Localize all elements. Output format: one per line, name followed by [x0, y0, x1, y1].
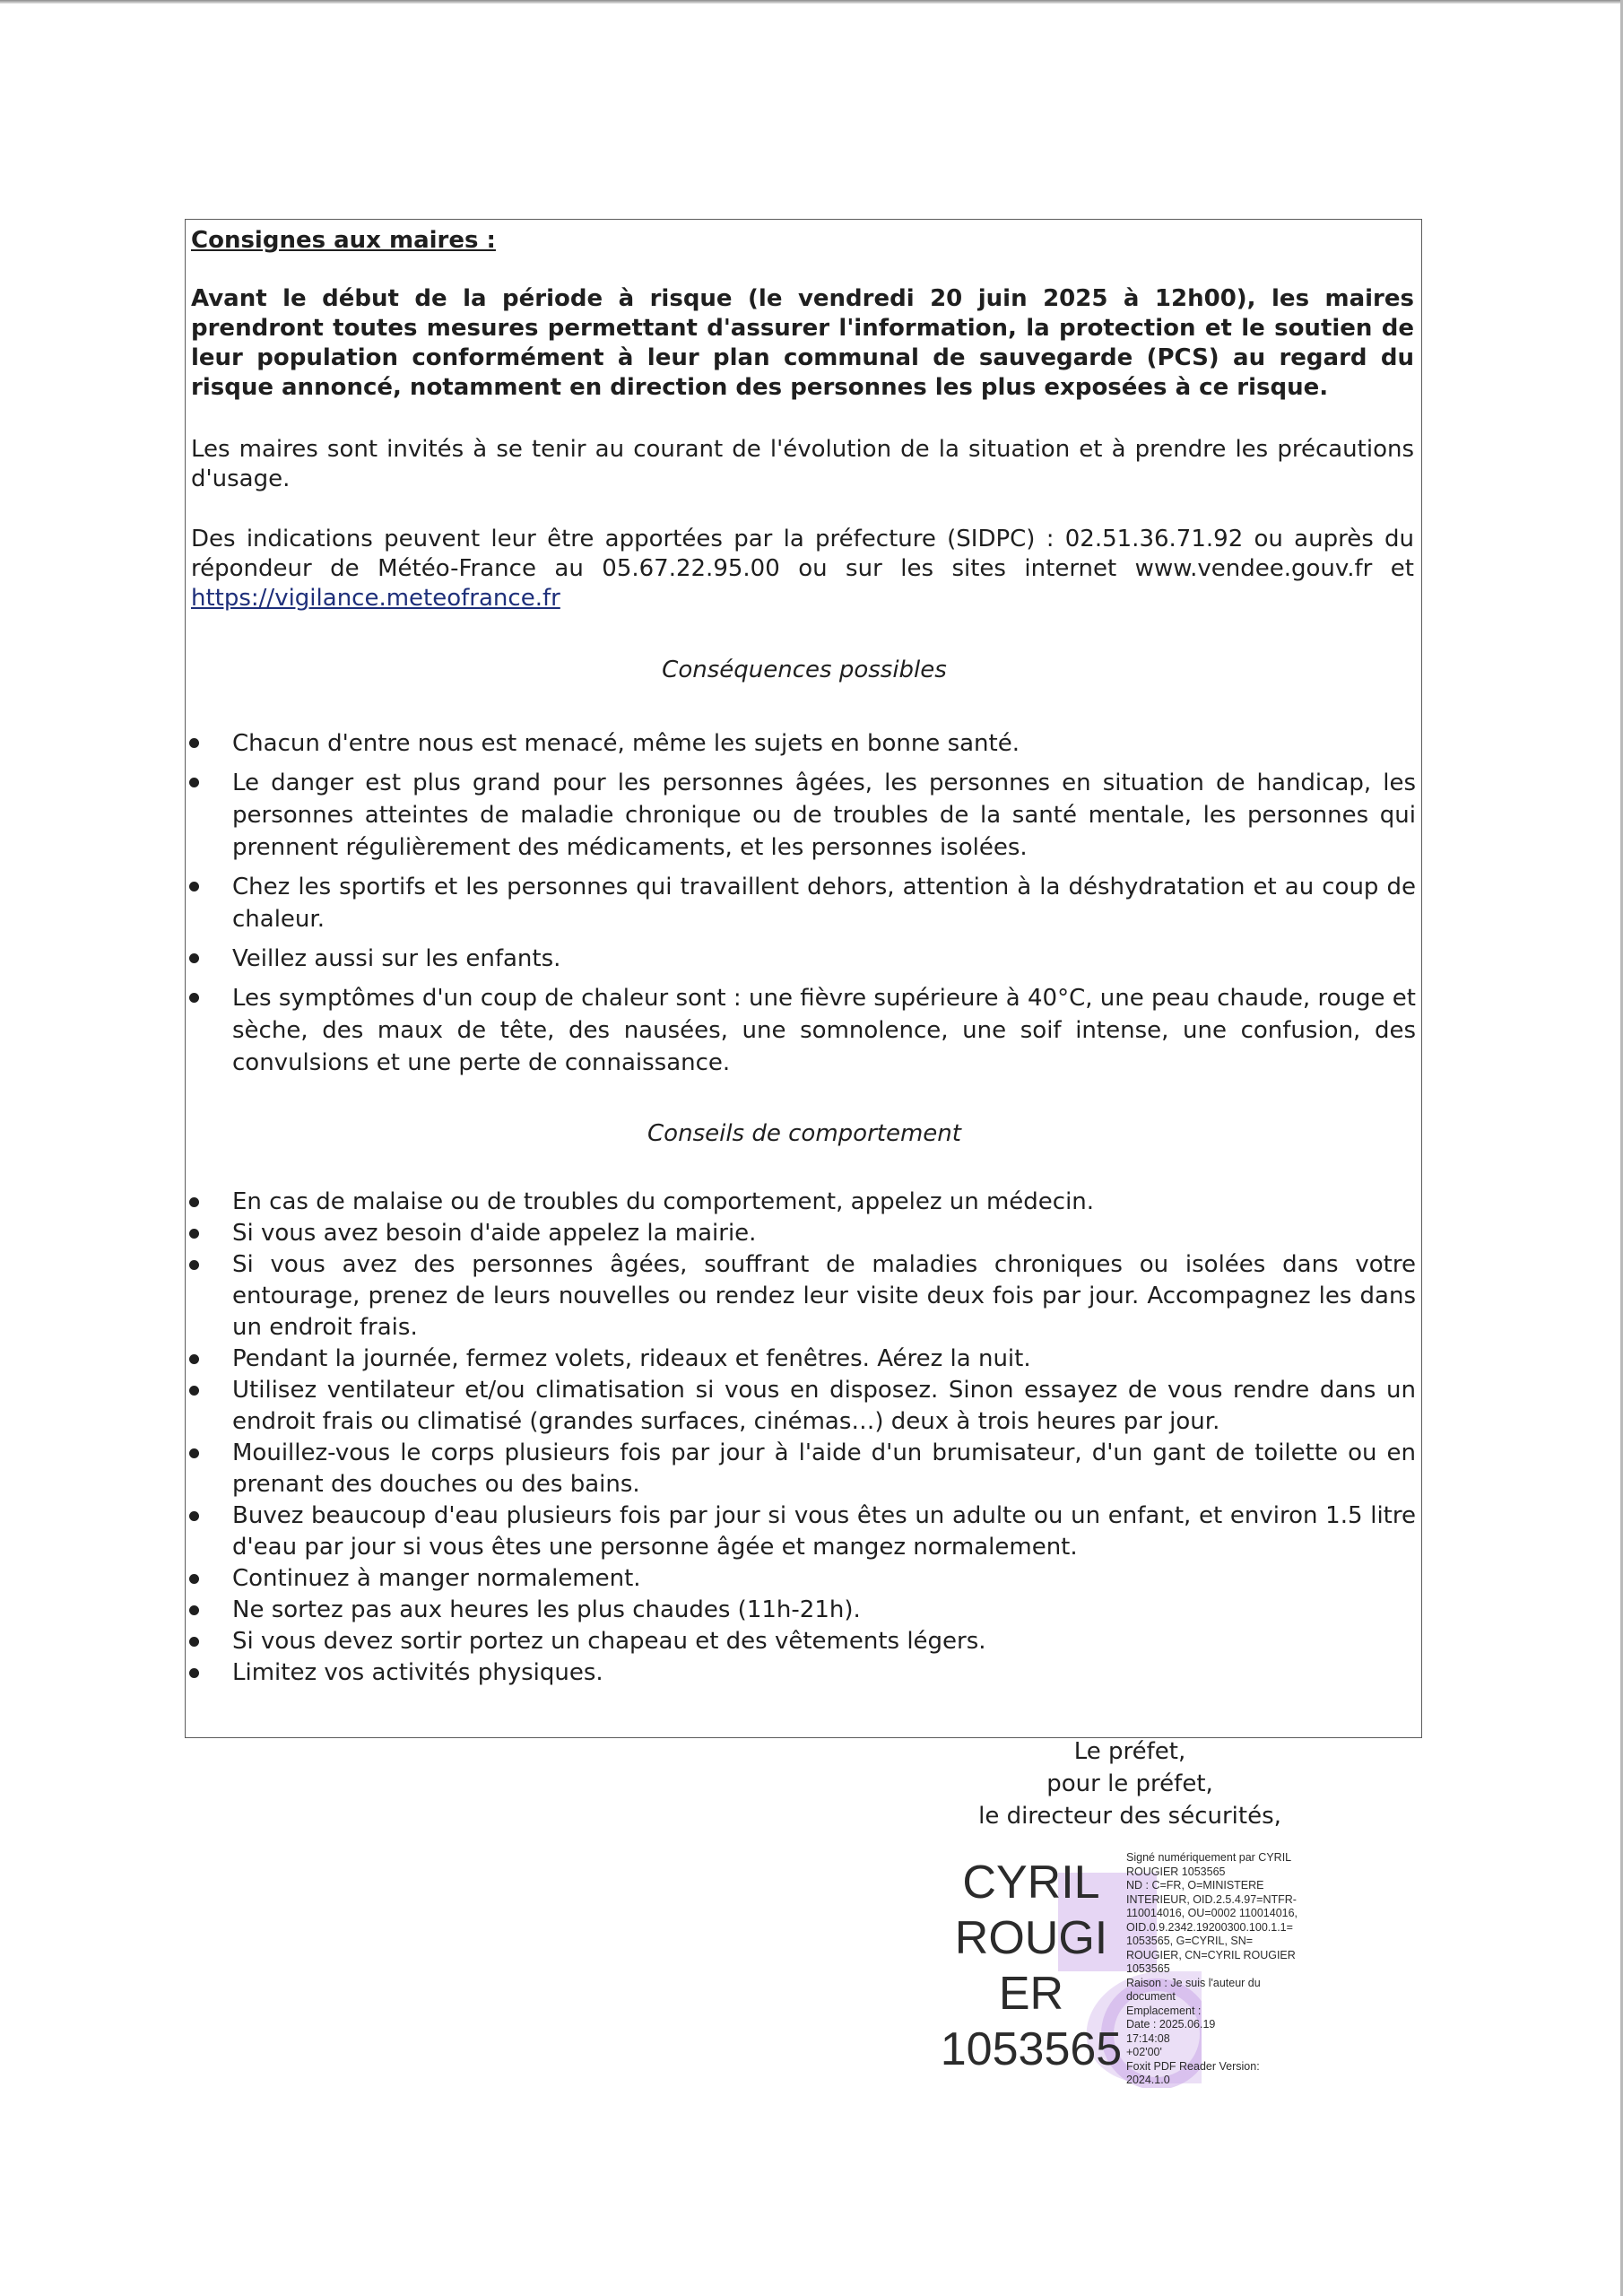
section-heading-mayors: Consignes aux maires : — [191, 227, 496, 254]
digital-signature-stamp — [933, 1846, 1327, 2097]
indications-text: Des indications peuvent leur être apportées par la préfecture (SIDPC) : 02.51.36.71.92 ou auprès du répondeur de Météo-France au 05.67.22.95.00 ou sur les sites internet www.vendee.gouv.fr et — [191, 526, 1414, 582]
list-item: Si vous avez besoin d'aide appelez la mairie. — [186, 1218, 1416, 1249]
bullet-icon — [189, 1511, 199, 1521]
list-item: Si vous avez des personnes âgées, souffrant de maladies chroniques ou isolées dans votre entourage, prenez de leurs nouvelles ou rendez leur visite deux fois par jour. Accompagnez les dans un endroit frais. — [186, 1249, 1416, 1344]
bullet-icon — [189, 953, 199, 963]
signature-line-directeur: le directeur des sécurités, — [978, 1803, 1281, 1830]
bullet-icon — [189, 1668, 199, 1678]
list-item: Si vous devez sortir portez un chapeau et des vêtements légers. — [186, 1626, 1416, 1657]
signature-details: Signé numériquement par CYRIL ROUGIER 1053565 ND : C=FR, O=MINISTERE INTERIEUR, OID.2.5.4.97=NTFR- 110014016, OU=0002 110014016, OID.0.9.2342.19200300.100.1.1= 1053565, G=CYRIL, SN= ROUGIER, CN=CYRIL ROUGIER 1053565 Raison : Je suis l'auteur du document Emplacement : Date : 2025.06.19 17:14:08 +02'00' Foxit PDF Reader Version: 2024.1.0 — [1126, 1851, 1298, 2086]
bullet-icon — [189, 993, 199, 1003]
list-item: Mouillez-vous le corps plusieurs fois par jour à l'aide d'un brumisateur, d'un gant de toilette ou en prenant des douches ou des bains. — [186, 1438, 1416, 1500]
bullet-icon — [189, 1354, 199, 1364]
list-item: Pendant la journée, fermez volets, rideaux et fenêtres. Aérez la nuit. — [186, 1344, 1416, 1375]
signature-line-pour-prefet: pour le préfet, — [1046, 1770, 1213, 1797]
list-item: En cas de malaise ou de troubles du comportement, appelez un médecin. — [186, 1187, 1416, 1218]
bullet-icon — [189, 778, 199, 787]
bullet-icon — [189, 1260, 199, 1270]
bullet-icon — [189, 1197, 199, 1207]
list-item: Veillez aussi sur les enfants. — [186, 943, 1416, 975]
bullet-icon — [189, 1605, 199, 1615]
list-item: Chez les sportifs et les personnes qui travaillent dehors, attention à la déshydratation et au coup de chaleur. — [186, 871, 1416, 935]
bullet-icon — [189, 738, 199, 748]
signer-name: CYRIL ROUGI ER 1053565 — [940, 1857, 1123, 2075]
list-item: Utilisez ventilateur et/ou climatisation si vous en disposez. Sinon essayez de vous rendre dans un endroit frais ou climatisé (grandes surfaces, cinémas…) deux à trois heures par jour. — [186, 1375, 1416, 1438]
signature-line-prefet: Le préfet, — [1073, 1738, 1186, 1765]
advice-title: Conseils de comportement — [647, 1120, 961, 1147]
bullet-icon — [189, 882, 199, 891]
consequences-list — [186, 727, 1416, 1086]
list-item: Le danger est plus grand pour les personnes âgées, les personnes en situation de handicap, les personnes atteintes de maladie chronique ou de troubles de la santé mentale, les personnes qui prennent régulièrement des médicaments, et les personnes isolées. — [186, 767, 1416, 864]
bullet-icon — [189, 1386, 199, 1396]
indications-paragraph — [191, 525, 1414, 613]
bullet-icon — [189, 1448, 199, 1458]
list-item: Continuez à manger normalement. — [186, 1563, 1416, 1595]
scan-edge-top — [0, 0, 1623, 4]
consequences-title: Conséquences possibles — [662, 657, 947, 683]
list-item: Ne sortez pas aux heures les plus chaudes (11h-21h). — [186, 1595, 1416, 1626]
advice-list — [186, 1187, 1416, 1689]
meteofrance-link[interactable]: https://vigilance.meteofrance.fr — [191, 585, 560, 612]
list-item: Chacun d'entre nous est menacé, même les sujets en bonne santé. — [186, 727, 1416, 760]
instructions-frame — [185, 219, 1422, 1738]
bullet-icon — [189, 1574, 199, 1584]
signature-block — [933, 1735, 1327, 1832]
bullet-icon — [189, 1229, 199, 1239]
bullet-icon — [189, 1637, 199, 1647]
invitation-paragraph: Les maires sont invités à se tenir au courant de l'évolution de la situation et à prendre les précautions d'usage. — [191, 436, 1414, 492]
list-item: Les symptômes d'un coup de chaleur sont : une fièvre supérieure à 40°C, une peau chaude, rouge et sèche, des maux de tête, des nausées, une somnolence, une soif intense, une confusion, des convulsions et une perte de connaissance. — [186, 982, 1416, 1079]
list-item: Buvez beaucoup d'eau plusieurs fois par jour si vous êtes un adulte ou un enfant, et environ 1.5 litre d'eau par jour si vous êtes une personne âgée et mangez normalement. — [186, 1500, 1416, 1563]
list-item: Limitez vos activités physiques. — [186, 1657, 1416, 1689]
intro-paragraph: Avant le début de la période à risque (le vendredi 20 juin 2025 à 12h00), les maires prendront toutes mesures permettant d'assurer l'information, la protection et le soutien de leur population conformément à leur plan communal de sauvegarde (PCS) au regard du risque annoncé, notamment en direction des personnes les plus exposées à ce risque. — [191, 285, 1414, 401]
